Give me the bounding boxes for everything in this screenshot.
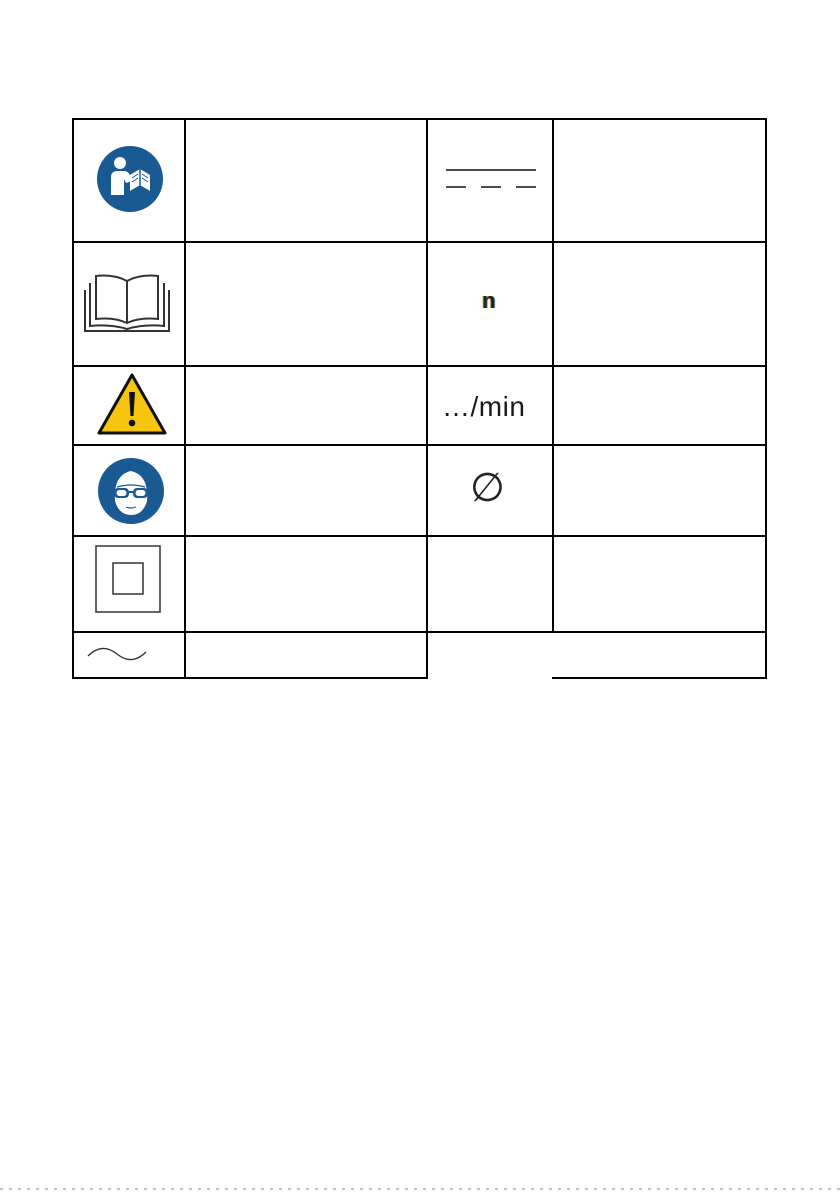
alternating-current-icon [86,642,148,666]
grid-line [552,118,554,679]
rotation-speed-n-icon: n [482,288,496,313]
grid-line [72,444,767,446]
direct-current-icon [446,168,536,190]
read-manual-mandatory-icon [96,145,164,213]
grid-line [72,241,767,243]
page-footer-dotted-rule [0,1188,840,1190]
grid-line [72,118,767,120]
open-book-icon [82,271,172,333]
merged-cell-mask [552,633,554,677]
eye-protection-icon [97,457,165,525]
grid-line [184,118,186,679]
per-minute-icon: …/min [442,391,526,422]
grid-line [72,118,74,679]
grid-line [552,677,767,679]
grid-line [72,631,767,633]
grid-line [72,677,428,679]
grid-line [426,118,428,679]
warning-triangle-icon [96,372,168,436]
merged-cell-mask [428,633,552,693]
diameter-icon: ∅ [470,466,505,510]
grid-line [72,365,767,367]
grid-line [72,535,767,537]
grid-line [765,118,767,679]
double-insulation-icon [95,545,161,613]
